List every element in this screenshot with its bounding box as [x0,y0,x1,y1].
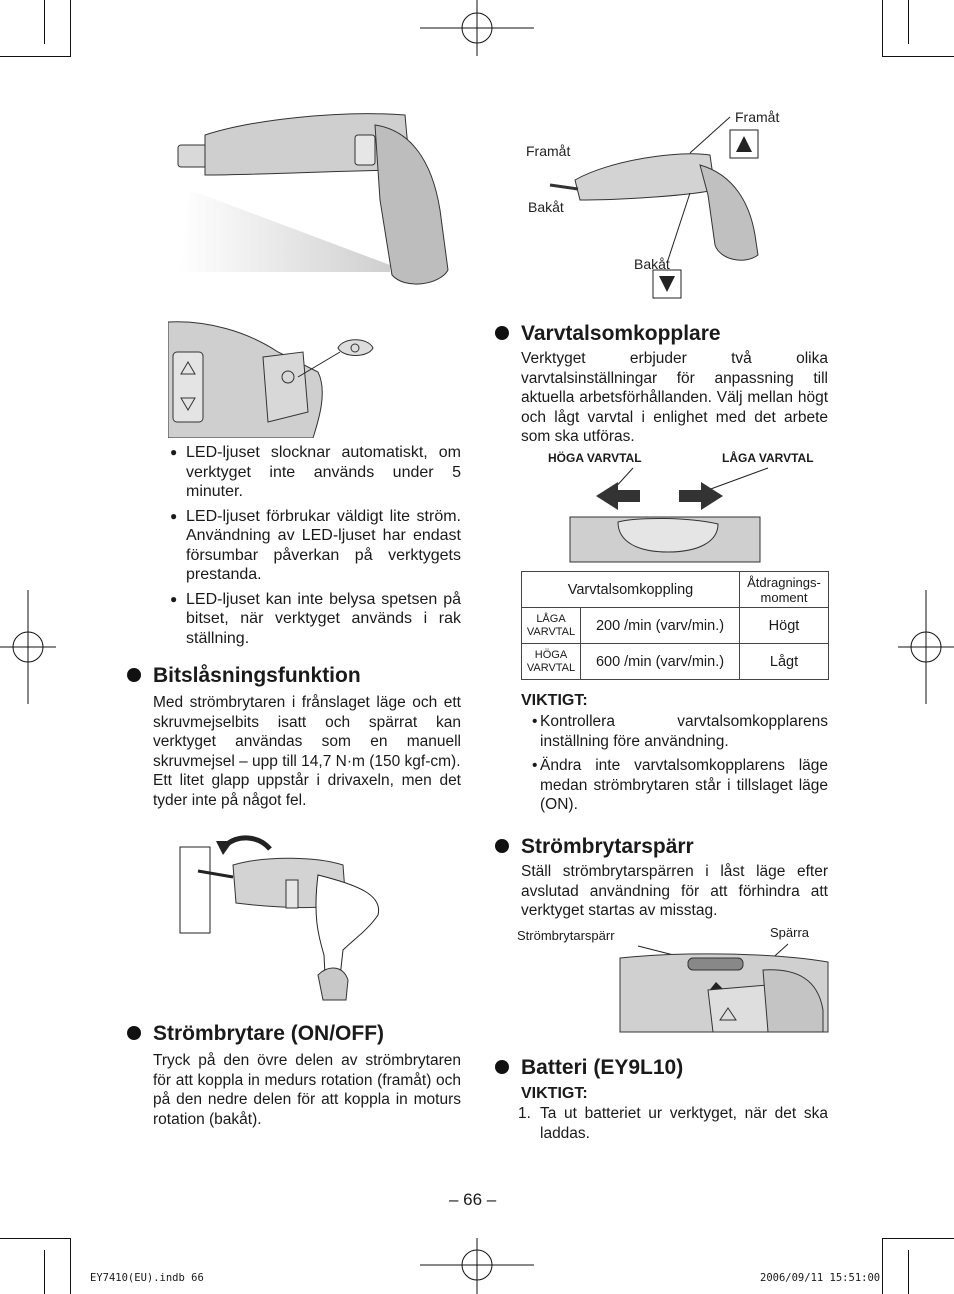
table-cell-mode: LÅGA VARVTAL [522,608,581,644]
led-button-closeup [168,312,376,438]
bitslas-body2: Ett litet glapp uppstår i drivaxeln, men det tyder inte på något fel. [153,772,461,809]
varvtal-body: Verktyget erbjuder två olika varvtalsinställningar för anpassning till aktuella arbetsförhållanden. Välj mellan högt och lågt varvtal i enlighet med det arbete som ska utföras. [521,350,828,445]
drill-led-illustration [170,100,460,300]
footer-file: EY7410(EU).indb 66 [90,1272,204,1284]
label-bakat-left: Bakåt [528,199,564,215]
led-bullet-2: LED-ljuset förbrukar väldigt lite ström. Användning av LED-ljuset har endast försumbar påverkan på verktygets prestanda. [186,507,461,583]
batteri-viktigt: VIKTIGT: [521,1085,588,1102]
list-item: ● LED-ljuset förbrukar väldigt lite ström. Användning av LED-ljuset har endast försumbar påverkan på verktygets prestanda. [170,507,461,583]
strombrytare-body: Tryck på den övre delen av strömbrytaren för att koppla in medurs rotation (framåt) och på den nedre delen för att koppla in moturs rotation (bakåt). [153,1052,461,1128]
table-header-moment: Åtdragnings-moment [740,572,829,608]
label-strombrytarsparr: Strömbrytarspärr [517,928,615,943]
section-viktigt-1 [521,692,828,815]
table-row [522,644,829,680]
led-bullet-1: LED-ljuset slocknar automatiskt, om verktyget inte används under 5 minuter. [186,444,461,500]
page-number: – 66 – [449,1190,497,1209]
speed-table [521,571,829,680]
bitslas-body: Med strömbrytaren i frånslaget läge och ett skruvmejselbits isatt och spärrat kan verktyget användas som en manuell skruvmejsel – upp till 14,7 N·m (150 kgf-cm). [153,694,461,770]
heading-bitslas: Bitslåsningsfunktion [153,664,461,688]
list-item: ● LED-ljuset slocknar automatiskt, om verktyget inte används under 5 minuter. [170,444,461,500]
table-header-varvtal: Varvtalsomkoppling [522,572,740,608]
table-cell-torque: Lågt [740,644,829,680]
table-cell-speed: 200 /min (varv/min.) [581,608,740,644]
table-cell-speed: 600 /min (varv/min.) [581,644,740,680]
switch-lock-illustration [618,940,830,1036]
viktigt-heading: VIKTIGT: [521,692,588,709]
heading-strombrytare: Strömbrytare (ON/OFF) [153,1022,461,1046]
heading-batteri: Batteri (EY9L10) [521,1056,828,1080]
footer-timestamp: 2006/09/11 15:51:00 [760,1272,881,1284]
list-item: ● LED-ljuset kan inte belysa spetsen på bitset, när verktyget används i rak ställning. [170,590,461,647]
heading-varvtal: Varvtalsomkopplare [521,322,828,346]
heading-sparr: Strömbrytarspärr [521,835,828,859]
label-bakat-bottom: Bakåt [634,256,670,272]
led-bullet-list [170,443,461,648]
table-cell-mode: HÖGA VARVTAL [522,644,581,680]
batteri-item-number: 1. [518,1105,531,1122]
manual-screwdriver-illustration [178,835,420,1005]
sparr-body: Ställ strömbrytarspärren i låst läge efter avslutad användning för att förhindra att verktyget startas av misstag. [521,863,828,919]
batteri-item-1: Ta ut batteriet ur verktyget, när det ska laddas. [540,1105,828,1142]
list-item: • Ändra inte varvtalsomkopplarens läge medan strömbrytaren står i tillslaget läge (ON). [532,757,828,813]
section-varvtal [521,322,828,447]
table-row [522,608,829,644]
section-sparr [521,835,828,921]
list-item: • Kontrollera varvtalsomkopplarens inställning före användning. [532,713,828,750]
section-bitslas [153,664,461,810]
section-strombrytare [153,1022,461,1129]
label-sparra: Spärra [770,925,810,940]
viktigt-item-1: Kontrollera varvtalsomkopplarens inställning före användning. [540,713,828,750]
label-framat-left: Framåt [526,143,571,159]
table-cell-torque: Högt [740,608,829,644]
viktigt-item-2: Ändra inte varvtalsomkopplarens läge medan strömbrytaren står i tillslaget läge (ON). [540,757,828,813]
section-batteri [518,1056,828,1143]
label-hoga-varvtal: HÖGA VARVTAL [548,451,642,465]
led-bullet-3: LED-ljuset kan inte belysa spetsen på bitset, när verktyget används i rak ställning. [186,590,461,647]
label-framat-top: Framåt [735,109,780,125]
list-item [518,1104,828,1143]
label-laga-varvtal: LÅGA VARVTAL [722,451,814,465]
speed-switch-illustration [568,462,830,564]
